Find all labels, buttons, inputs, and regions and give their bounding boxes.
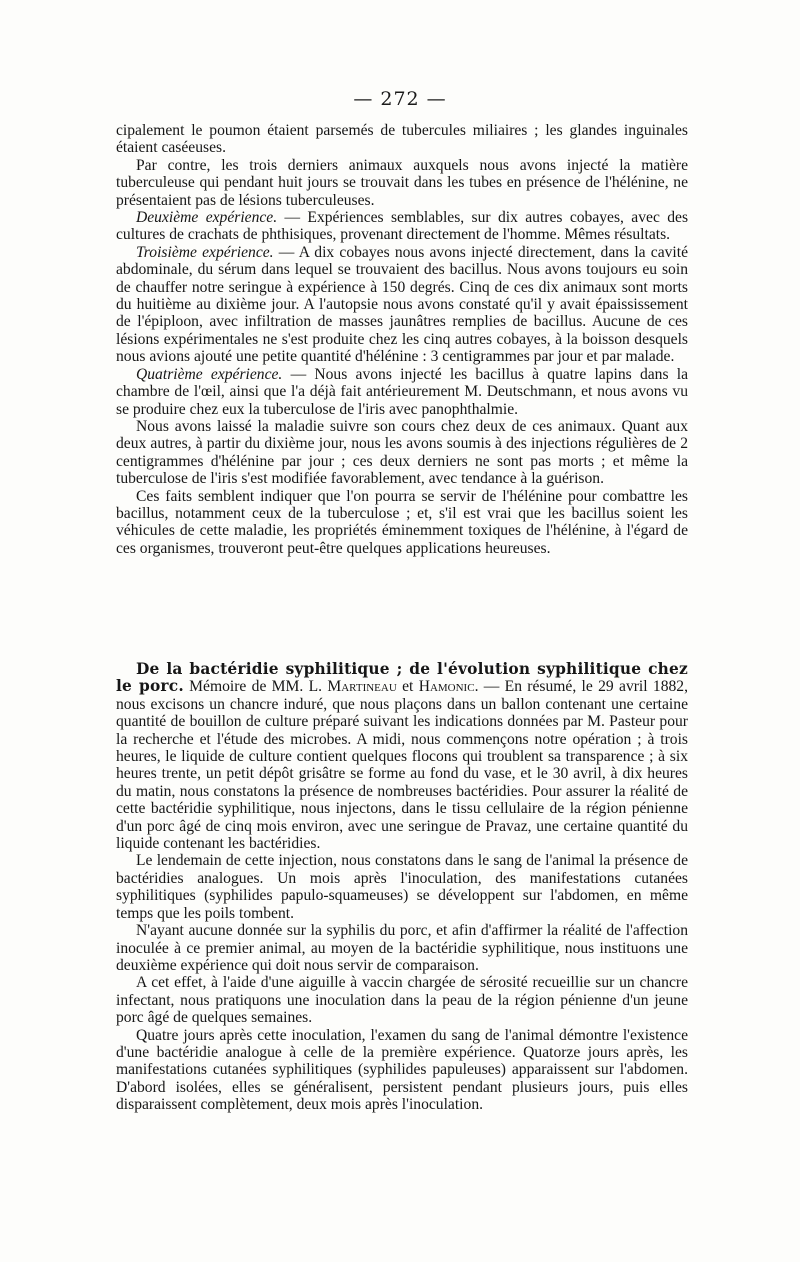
text-block-section (116, 661, 688, 1114)
paragraph-text: Par contre, les trois derniers animaux auxquels nous avons injecté la matière tuberculeuse qui pendant huit jours se trouvait dans les tubes en présence de l'hélénine, ne présentaient pas de lésions tuberculeuses. (116, 156, 688, 209)
paragraph (116, 852, 688, 922)
author-name: Martineau (327, 678, 397, 696)
author-join: et (396, 678, 419, 696)
paragraph-text: A cet effet, à l'aide d'une aiguille à vaccin chargée de sérosité recueillie sur un chancre infectant, nous pratiquons une inoculation dans la peau de la région pénienne d'un jeune porc âgé de quelques semaines. (116, 974, 688, 1027)
paragraph (116, 157, 688, 209)
paragraph (116, 488, 688, 558)
paragraph (116, 418, 688, 488)
section-intro (116, 661, 688, 852)
author-name: Hamonic (418, 678, 475, 696)
paragraph (116, 209, 688, 244)
paragraph-text: Le lendemain de cette injection, nous constatons dans le sang de l'animal la présence de bactéridies analogues. Un mois après l'inoculation, des manifestations cutanées syphilitiques (syphilides papulo-squameuses) se développent sur l'abdomen, en même temps que les poils tombent. (116, 852, 688, 922)
paragraph-text: — A dix cobayes nous avons injecté directement, dans la cavité abdominale, du sérum dans lequel se trouvaient des bacillus. Nous avons toujours eu soin de chauffer notre seringue à expérience à 150 degrés. Cinq de ces dix animaux sont morts du huitième au dixième jour. A l'autopsie nous avons constaté qu'il y avait épaississement de l'épiploon, avec infiltration de masses jaunâtres remplies de bacillus. Aucune de ces lésions expérimentales ne s'est produite chez les cinq autres cobayes, à la boisson desquels nous avions ajouté une petite quantité d'hélénine : 3 centigrammes par jour et par malade. (116, 243, 688, 366)
experiment-heading: Quatrième expérience. (136, 365, 283, 383)
paragraph-text: Ces faits semblent indiquer que l'on pourra se servir de l'hélénine pour combattre les bacillus, notamment ceux de la tuberculose ; et, s'il est vrai que les bacillus soient les véhicules de cette maladie, les propriétés éminemment toxiques de l'hélénine, à l'égard de ces organismes, trouveront peut-être quelques applications heureuses. (116, 487, 688, 557)
memoire-prefix: Mémoire de MM. L. (183, 678, 328, 696)
paragraph (116, 122, 688, 157)
paragraph-text: — Expériences semblables, sur dix autres cobayes, avec des cultures de crachats de phthisiques, provenant directement de l'homme. Mêmes résultats. (116, 209, 689, 244)
text-block-top (116, 122, 688, 557)
paragraph (116, 244, 688, 366)
paragraph-text: Nous avons laissé la maladie suivre son cours chez deux de ces animaux. Quant aux deux autres, à partir du dixième jour, nous les avons soumis à des injections régulières de 2 centigrammes d'hélénine par jour ; ces deux derniers ne sont pas morts ; et même la tuberculose de l'iris s'est modifiée favorablement, avec tendance à la guérison. (116, 417, 688, 488)
section-title: De la bactéridie syphilitique ; de l'évolution syphilitique chez le porc. (116, 660, 688, 696)
paragraph (116, 922, 688, 974)
page-number: — 272 — (353, 88, 447, 110)
paragraph-text: cipalement le poumon étaient parsemés de tubercules miliaires ; les glandes inguinales étaient caséeuses. (116, 122, 688, 157)
experiment-heading: Deuxième expérience. (136, 209, 278, 227)
paragraph-text: . — En résumé, le 29 avril 1882, nous excisons un chancre induré, que nous plaçons dans un ballon contenant une certaine quantité de bouillon de culture préparé suivant les indications données par M. Pasteur pour la recherche et l'étude des microbes. A midi, nous commençons notre opération ; à trois heures, le liquide de culture contient quelques flocons qui troublent sa transparence ; à six heures trente, un petit dépôt grisâtre se forme au fond du vase, et le 30 avril, à dix heures du matin, nous constatons la présence de nombreuses bactéridies. Pour assurer la réalité de cette bactéridie syphilitique, nous injectons, dans le tissu cellulaire de la région pénienne d'un porc âgé de cinq mois environ, avec une seringue de Pravaz, une certaine quantité du liquide contenant les bactéridies. (116, 678, 688, 853)
paragraph-text: N'ayant aucune donnée sur la syphilis du porc, et afin d'affirmer la réalité de l'affection inoculée à ce premier animal, au moyen de la bactéridie syphilitique, nous instituons une deuxième expérience qui doit nous servir de comparaison. (116, 922, 688, 974)
paragraph-text: — Nous avons injecté les bacillus à quatre lapins dans la chambre de l'œil, ainsi que l'a déjà fait antérieurement M. Deutschmann, et nous avons vu se produire chez eux la tuberculose de l'iris avec panophthalmie. (116, 365, 688, 418)
paragraph (116, 974, 688, 1026)
paragraph (116, 366, 688, 418)
paragraph-text: Quatre jours après cette inoculation, l'examen du sang de l'animal démontre l'existence d'une bactéridie analogue à celle de la première expérience. Quatorze jours après, les manifestations cutanées syphilitiques (syphilides papuleuses) apparaissent sur l'abdomen. D'abord isolées, elles se généralisent, persistent pendant plusieurs jours, puis elles disparaissent complètement, deux mois après l'inoculation. (116, 1026, 688, 1114)
paragraph (116, 1027, 688, 1114)
experiment-heading: Troisième expérience. (136, 243, 274, 261)
